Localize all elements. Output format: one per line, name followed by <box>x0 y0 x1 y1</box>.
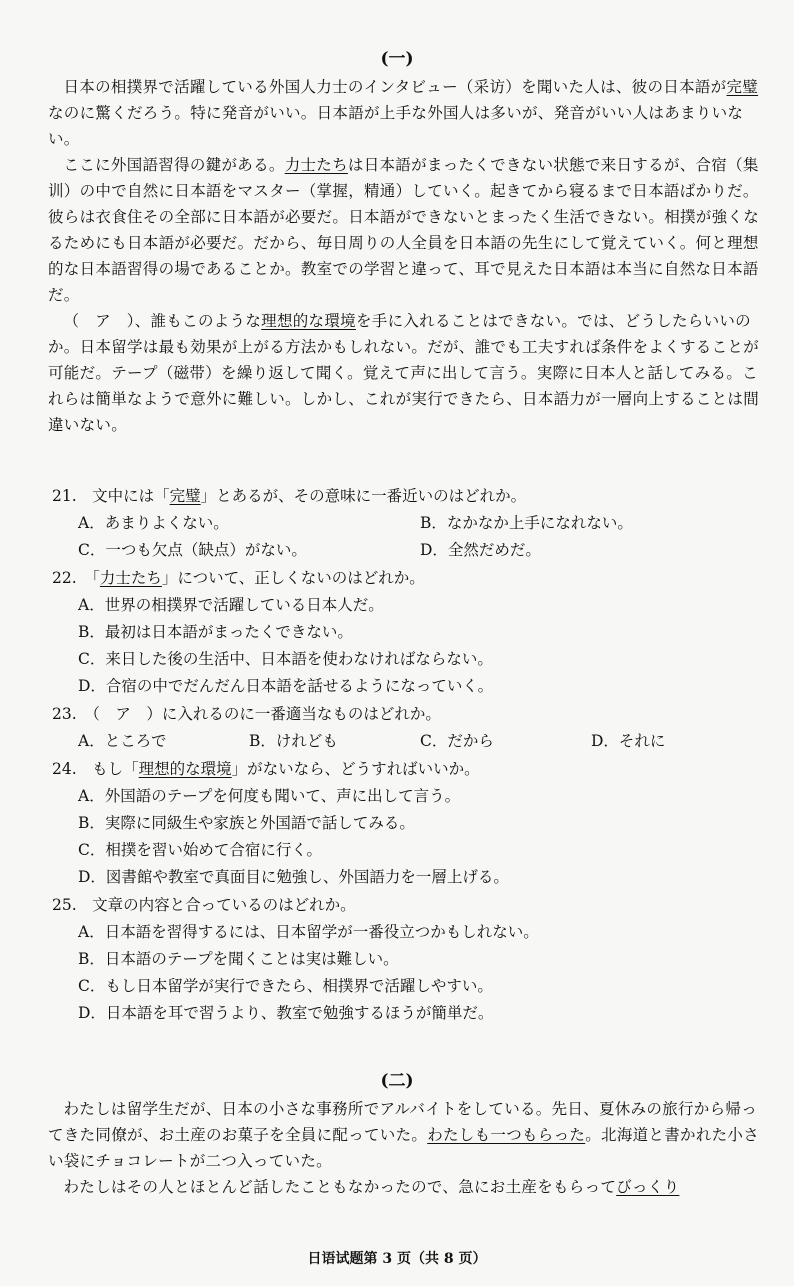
question-25 <box>52 891 762 1027</box>
text-run: 22. 「 <box>52 569 100 587</box>
option-a[interactable]: A．外国語のテープを何度も聞いて、声に出して言う。 <box>78 787 461 805</box>
option-d[interactable]: D．日本語を耳で習うより、教室で勉強するほうが簡単だ。 <box>78 1004 494 1022</box>
underlined-text: 理想的な環境 <box>261 312 356 330</box>
section2-heading: (二) <box>380 1071 414 1091</box>
page-footer: 日语试题第 3 页（共 8 页） <box>307 1251 487 1267</box>
section1-passage <box>48 74 768 438</box>
text-run: （ ア ）、誰もこのような <box>63 312 262 330</box>
question-stem <box>52 891 762 919</box>
option-b[interactable]: B．日本語のテープを聞くことは実は難しい。 <box>78 950 399 968</box>
underlined-text: 理想的な環境 <box>138 760 232 778</box>
option-a[interactable]: A．ところで <box>78 732 167 750</box>
text-run: わたしは留学生だが、日本の小さな事務所でアルバイトをしている。先日、夏休みの旅行から帰ってきた同僚が、お土産のお菓子を全員に配っていた。 <box>48 1100 757 1144</box>
underlined-text: 力士たち <box>99 569 162 587</box>
question-24 <box>52 755 762 891</box>
text-run: 23. （ ア ）に入れるのに一番適当なものはどれか。 <box>52 705 441 723</box>
option-c[interactable]: C．だから <box>420 732 494 750</box>
text-run: は日本語がまったくできない状態で来日するが、合宿（集训）の中で自然に日本語をマスター（掌握，精通）していく。起きてから寝るまで日本語ばかりだ。彼らは衣食住その全部に日本語が必要だ。日本語ができないとまったく生活できない。相撲が強くなるためにも日本語が必要だ。だから、毎日周りの人全員を日本語の先生にして覚えていく。何と理想的な日本語習得の場であることか。教室での学習と違って、耳で見えた日本語は本当に自然な日本語だ。 <box>48 156 760 304</box>
question-stem <box>52 755 762 783</box>
option-a[interactable]: A．世界の相撲界で活躍している日本人だ。 <box>78 596 384 614</box>
section2-passage <box>48 1096 768 1200</box>
text-run: 」とあるが、その意味に一番近いのはどれか。 <box>200 487 527 505</box>
options-row <box>52 537 762 564</box>
question-list <box>52 482 762 1027</box>
text-run: ここに外国語習得の鍵がある。 <box>63 156 285 174</box>
section2-paragraph <box>48 1096 768 1174</box>
question-stem <box>52 700 762 728</box>
option-a[interactable]: A．あまりよくない。 <box>78 514 229 532</box>
text-run: 」について、正しくないのはどれか。 <box>161 569 425 587</box>
text-run: 。北海道と書かれた小さい袋にチョコレートが二つ入っていた。 <box>48 1126 760 1170</box>
text-run: 24. もし「 <box>52 760 139 778</box>
text-run: 21. 文中には「 <box>52 487 170 505</box>
underlined-text: 完璧 <box>169 487 201 505</box>
text-run: を手に入れることはできない。では、どうしたらいいのか。日本留学は最も効果が上がる方法かもしれない。だが、誰でも工夫すれば条件をよくすることが可能だ。テープ（磁带）を繰り返して聞く。覚えて声に出して言う。実際に日本人と話してみる。これらは簡単なようで意外に難しい。しかし、これが実行できたら、日本語力が一層向上することは間違いない。 <box>48 312 760 434</box>
question-21 <box>52 482 762 564</box>
option-c[interactable]: C．もし日本留学が実行できたら、相撲界で活躍しやすい。 <box>78 977 493 995</box>
underlined-text: わたしも一つもらった <box>427 1126 586 1144</box>
option-c[interactable]: C．相撲を習い始めて合宿に行く。 <box>78 841 323 859</box>
section2-paragraph <box>48 1174 768 1200</box>
text-run: なのに驚くだろう。特に発音がいい。日本語が上手な外国人は多いが、発音がいい人はあまりいない。 <box>48 104 744 148</box>
question-22 <box>52 564 762 700</box>
text-run: 25. 文章の内容と合っているのはどれか。 <box>52 896 356 914</box>
options-row <box>52 728 762 755</box>
option-d[interactable]: D．全然だめだ。 <box>420 541 541 559</box>
option-c[interactable]: C．一つも欠点（缺点）がない。 <box>78 541 307 559</box>
section1-paragraph <box>48 152 768 308</box>
options-row <box>52 510 762 537</box>
section1-paragraph <box>48 308 768 438</box>
option-b[interactable]: B．最初は日本語がまったくできない。 <box>78 623 353 641</box>
option-b[interactable]: B．実際に同級生や家族と外国語で話してみる。 <box>78 814 415 832</box>
option-b[interactable]: B．けれども <box>249 732 338 750</box>
underlined-text: 完璧 <box>726 78 759 96</box>
underlined-text: びっくり <box>616 1178 680 1196</box>
option-d[interactable]: D．合宿の中でだんだん日本語を話せるようになっていく。 <box>78 677 494 695</box>
question-stem <box>52 482 762 510</box>
question-23 <box>52 700 762 755</box>
underlined-text: 力士たち <box>284 156 348 174</box>
option-c[interactable]: C．来日した後の生活中、日本語を使わなければならない。 <box>78 650 493 668</box>
option-a[interactable]: A．日本語を習得するには、日本留学が一番役立つかもしれない。 <box>78 923 539 941</box>
option-b[interactable]: B．なかなか上手になれない。 <box>420 514 633 532</box>
section1-heading: (一) <box>380 49 414 69</box>
text-run: 」がないなら、どうすればいいか。 <box>231 760 480 778</box>
option-d[interactable]: D．それに <box>591 732 666 750</box>
text-run: わたしはその人とほとんど話したこともなかったので、急にお土産をもらって <box>63 1178 617 1196</box>
section1-paragraph <box>48 74 768 152</box>
option-d[interactable]: D．図書館や教室で真面目に勉強し、外国語力を一層上げる。 <box>78 868 509 886</box>
question-stem <box>52 564 762 592</box>
text-run: 日本の相撲界で活躍している外国人力士のインタビュー（采访）を聞いた人は、彼の日本語が <box>63 78 727 96</box>
